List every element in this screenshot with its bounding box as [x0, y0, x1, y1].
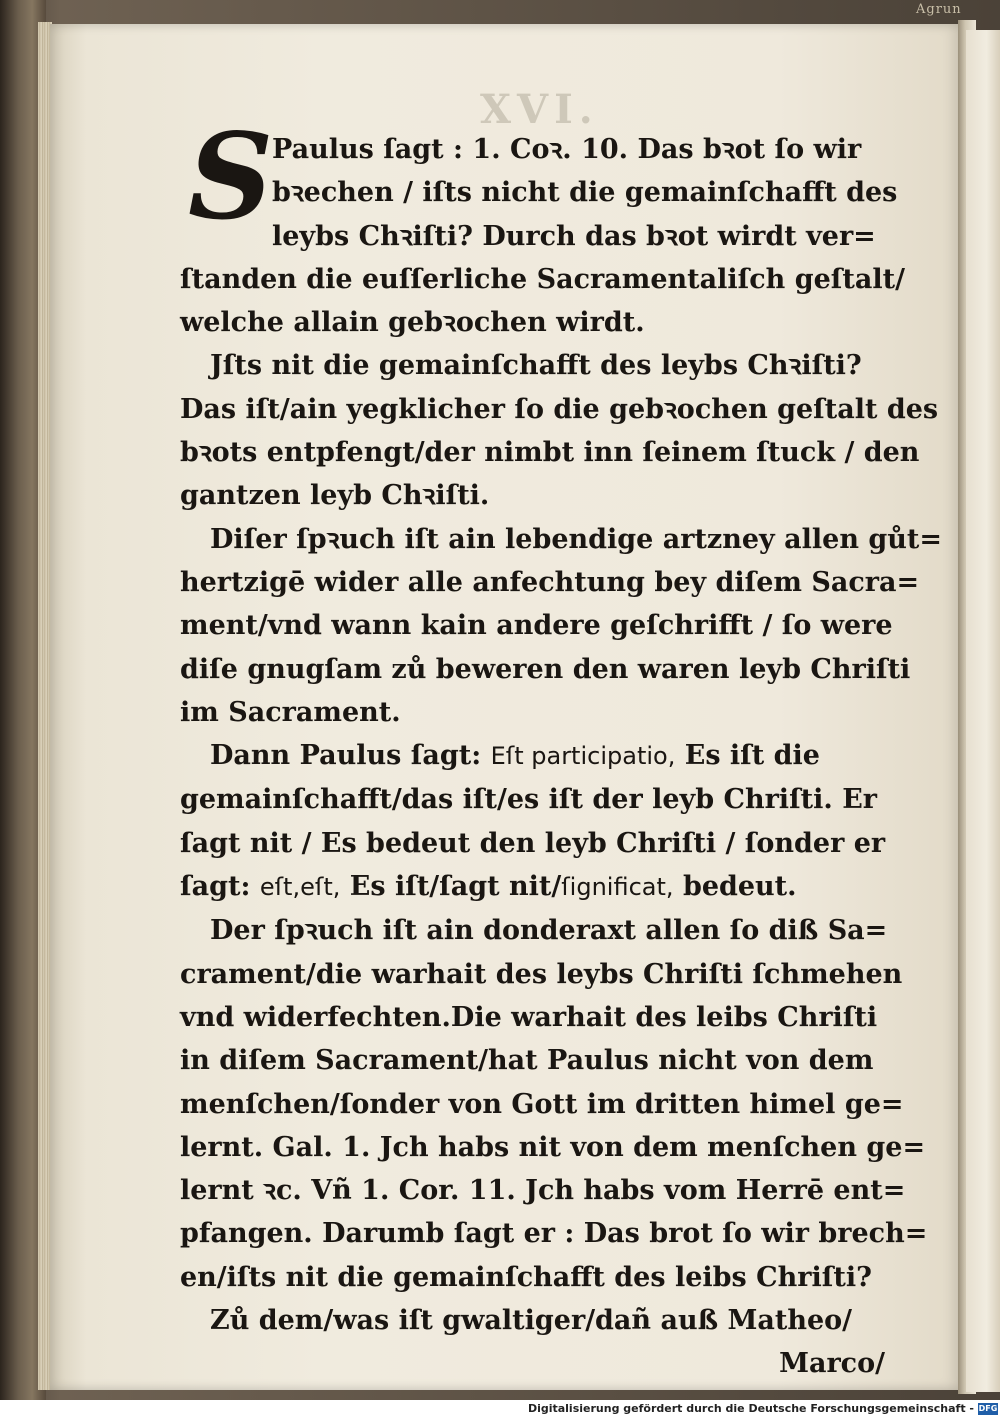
text-line: ment/vnd wann kain andere geſchrifft / ſo were [180, 610, 893, 642]
text-line [180, 734, 895, 778]
text-line: leybs Chꝛiſti? Durch das bꝛot wirdt ver= [272, 220, 876, 252]
text-line: vnd widerfechten.Die warhait des leibs Chriſti [180, 1001, 878, 1033]
text-line: menſchen/ſonder von Gott im dritten himel ge= [180, 1088, 904, 1120]
catchword: Marco/ [779, 1348, 885, 1380]
text-line: bꝛots entpfengt/der nimbt inn ſeinem ſtuck / den [180, 437, 920, 469]
text-line: lernt ꝛc. Vñ 1. Cor. 11. Jch habs vom Herrē ent= [180, 1175, 906, 1207]
text-line: gemainſchafft/das iſt/es iſt der leyb Chriſti. Er [180, 784, 878, 816]
text-line: Zů dem/was iſt gwaltiger/dañ auß Matheo/ [210, 1305, 853, 1337]
text-line: Paulus ſagt : 1. Coꝛ. 10. Das bꝛot ſo wir [272, 134, 862, 165]
text-line: lernt. Gal. 1. Jch habs nit von dem menſchen ge= [180, 1131, 926, 1163]
text-segment: Es iſt die [684, 740, 820, 772]
text-line: hertzigē wider alle anfechtung bey diſem Sacra= [180, 566, 920, 598]
text-line: bꝛechen / iſts nicht die gemainſchafft des [272, 177, 898, 209]
text-line: Jſts nit die gemainſchafft des leybs Chꝛiſti? [210, 350, 862, 382]
text-line: welche allain gebꝛochen wirdt. [180, 307, 645, 339]
text-line: ſtanden die euſſerliche Sacramentaliſch geſtalt/ [180, 263, 905, 295]
text-line: im Sacrament. [180, 696, 401, 728]
footer-credit: Digitalisierung gefördert durch die Deutsche Forschungsgemeinschaft - [527, 1402, 974, 1415]
text-line: crament/die warhait des leybs Chriſti ſchmehen [180, 958, 903, 990]
dfg-logo-icon: DFG [978, 1404, 998, 1413]
page-text [180, 128, 942, 1386]
text-line: pfangen. Darumb ſagt er : Das brot ſo wir brech= [180, 1218, 928, 1250]
text-line [180, 865, 895, 909]
text-segment: Es iſt/ſagt nit/ [349, 871, 562, 903]
text-segment: Dann Paulus ſagt: [210, 740, 482, 772]
text-segment: bedeut. [682, 871, 797, 903]
text-line: en/iſts nit die gemainſchafft des leibs Chriſti? [180, 1261, 872, 1293]
latin-text: ſignificat, [561, 873, 674, 902]
text-segment: ſagt: [180, 871, 251, 903]
latin-text: Eſt participatio, [490, 742, 676, 771]
corner-mark: Agrun [916, 2, 962, 17]
facing-page-edge [966, 30, 1000, 1392]
drop-cap: S [188, 107, 274, 246]
text-line: in diſem Sacrament/hat Paulus nicht von dem [180, 1045, 874, 1077]
text-line: Das iſt/ain yegklicher ſo die gebꝛochen geſtalt des [180, 393, 939, 425]
text-line: Der ſpꝛuch iſt ain donderaxt allen ſo diß Sa= [210, 915, 888, 947]
text-line: gantzen leyb Chꝛiſti. [180, 480, 490, 512]
folio-show-through: XVI. [480, 86, 599, 133]
text-line: Diſer ſpꝛuch iſt ain lebendige artzney allen gůt= [210, 523, 942, 555]
latin-text: eſt,eſt, [259, 873, 341, 902]
text-line: diſe gnugſam zů beweren den waren leyb Chriſti [180, 653, 911, 685]
text-line: ſagt nit / Es bedeut den leyb Chriſti / ſonder er [180, 827, 886, 859]
